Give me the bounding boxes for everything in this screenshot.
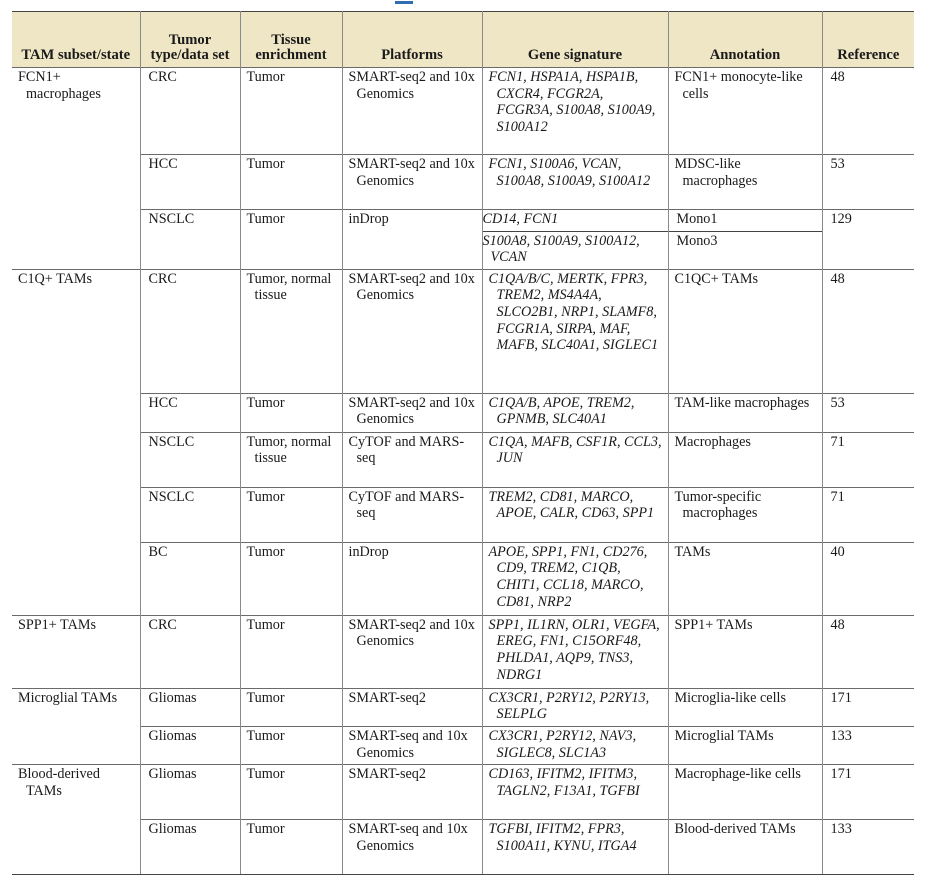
subset-cell [12,487,140,542]
reference-cell: 171 [822,688,914,726]
reference-cell: 53 [822,155,914,210]
subset-cell [12,726,140,764]
reference-cell: 133 [822,726,914,764]
tumor-cell: CRC [140,269,240,393]
tissue-cell: Tumor [240,68,342,155]
table-row [12,688,914,726]
genes-cell: FCN1, S100A6, VCAN, S100A8, S100A9, S100A12 [482,155,668,210]
col-header-tumor: Tumor type/data set [140,12,240,68]
annotation-cell: Microglia-like cells [668,688,822,726]
reference-cell: 48 [822,615,914,688]
platform-cell: CyTOF and MARS-seq [342,487,482,542]
table-row [12,487,914,542]
platform-cell: SMART-seq2 [342,765,482,820]
subset-cell [12,542,140,615]
reference-cell: 40 [822,542,914,615]
table-row [12,155,914,210]
table-header [12,12,914,68]
reference-cell: 71 [822,487,914,542]
tumor-cell: Gliomas [140,726,240,764]
tumor-cell: NSCLC [140,432,240,487]
platform-cell: SMART-seq2 and 10x Genomics [342,269,482,393]
col-header-genes: Gene signature [482,12,668,68]
genes-subcell: CD14, FCN1 [482,211,559,227]
genes-cell: C1QA/B/C, MERTK, FPR3, TREM2, MS4A4A, SLCO2B1, NRP1, SLAMF8, FCGR1A, SIRPA, MAF, MAFB, SLC40A1, SIGLEC1 [482,269,668,393]
genes-cell: CX3CR1, P2RY12, NAV3, SIGLEC8, SLC1A3 [482,726,668,764]
platform-cell: SMART-seq2 and 10x Genomics [342,155,482,210]
platform-cell: SMART-seq2 and 10x Genomics [342,615,482,688]
table-row [12,68,914,155]
tissue-cell: Tumor [240,155,342,210]
platform-cell: inDrop [342,542,482,615]
table-row [12,432,914,487]
tissue-cell: Tumor [240,487,342,542]
annotation-cell: MDSC-like macrophages [668,155,822,210]
annotation-cell: TAM-like macrophages [668,393,822,432]
annotation-cell: Microglial TAMs [668,726,822,764]
genes-cell: TGFBI, IFITM2, FPR3, S100A11, KYNU, ITGA4 [482,820,668,875]
caption-fragment [395,0,455,5]
reference-cell: 48 [822,269,914,393]
genes-cell: TREM2, CD81, MARCO, APOE, CALR, CD63, SPP1 [482,487,668,542]
annotation-cell: Tumor-specific macrophages [668,487,822,542]
tumor-cell: BC [140,542,240,615]
tissue-cell: Tumor [240,210,342,270]
genes-cell: APOE, SPP1, FN1, CD276, CD9, TREM2, C1QB, CHIT1, CCL18, MARCO, CD81, NRP2 [482,542,668,615]
subset-cell [12,210,140,270]
genes-cell: SPP1, IL1RN, OLR1, VEGFA, EREG, FN1, C15ORF48, PHLDA1, AQP9, TNS3, NDRG1 [482,615,668,688]
subset-cell: SPP1+ TAMs [12,615,140,688]
reference-cell: 171 [822,765,914,820]
platform-cell: SMART-seq2 and 10x Genomics [342,393,482,432]
annotation-subcell: Mono1 [676,211,718,227]
tissue-cell: Tumor [240,765,342,820]
table-row [12,542,914,615]
tumor-cell: HCC [140,155,240,210]
tumor-cell: HCC [140,393,240,432]
tissue-cell: Tumor [240,393,342,432]
col-header-tissue: Tissue enrichment [240,12,342,68]
annotation-cell: C1QC+ TAMs [668,269,822,393]
genes-cell: C1QA/B, APOE, TREM2, GPNMB, SLC40A1 [482,393,668,432]
subset-cell [12,432,140,487]
tissue-cell: Tumor [240,615,342,688]
genes-cell: C1QA, MAFB, CSF1R, CCL3, JUN [482,432,668,487]
platform-cell: SMART-seq and 10x Genomics [342,820,482,875]
annotation-subcell: Mono3 [669,231,822,253]
reference-cell: 133 [822,820,914,875]
table-row [12,726,914,764]
platform-cell: SMART-seq2 and 10x Genomics [342,68,482,155]
reference-cell: 129 [822,210,914,270]
tumor-cell: NSCLC [140,210,240,270]
col-header-subset: TAM subset/state [12,12,140,68]
table-row [12,210,914,270]
table-row [12,393,914,432]
table-row [12,269,914,393]
tissue-cell: Tumor [240,542,342,615]
tissue-cell: Tumor [240,726,342,764]
tissue-cell: Tumor [240,688,342,726]
annotation-cell: FCN1+ monocyte-like cells [668,68,822,155]
genes-subcell: S100A8, S100A9, S100A12, VCAN [483,231,668,269]
table-row [12,615,914,688]
annotation-cell: Blood-derived TAMs [668,820,822,875]
col-header-platforms: Platforms [342,12,482,68]
platform-cell: CyTOF and MARS-seq [342,432,482,487]
table-row [12,820,914,875]
reference-cell: 71 [822,432,914,487]
col-header-annotation: Annotation [668,12,822,68]
genes-cell: FCN1, HSPA1A, HSPA1B, CXCR4, FCGR2A, FCGR3A, S100A8, S100A9, S100A12 [482,68,668,155]
tumor-cell: NSCLC [140,487,240,542]
table-row [12,765,914,820]
tumor-cell: Gliomas [140,688,240,726]
col-header-reference: Reference [822,12,914,68]
platform-cell: SMART-seq and 10x Genomics [342,726,482,764]
subset-cell [12,155,140,210]
subset-cell: C1Q+ TAMs [12,269,140,393]
reference-cell: 53 [822,393,914,432]
reference-cell: 48 [822,68,914,155]
subset-cell: Blood-derived TAMs [12,765,140,820]
tumor-cell: CRC [140,68,240,155]
tumor-cell: CRC [140,615,240,688]
platform-cell: SMART-seq2 [342,688,482,726]
annotation-cell: Macrophage-like cells [668,765,822,820]
tissue-cell: Tumor, normal tissue [240,432,342,487]
annotation-cell: Macrophages [668,432,822,487]
tissue-cell: Tumor, normal tissue [240,269,342,393]
table-body [12,68,914,875]
subset-cell [12,820,140,875]
subset-cell [12,393,140,432]
genes-cell: CX3CR1, P2RY12, P2RY13, SELPLG [482,688,668,726]
tumor-cell: Gliomas [140,765,240,820]
tumor-cell: Gliomas [140,820,240,875]
genes-cell [482,210,668,270]
platform-cell: inDrop [342,210,482,270]
annotation-cell: SPP1+ TAMs [668,615,822,688]
tissue-cell: Tumor [240,820,342,875]
subset-cell: Microglial TAMs [12,688,140,726]
genes-cell: CD163, IFITM2, IFITM3, TAGLN2, F13A1, TGFBI [482,765,668,820]
annotation-cell [668,210,822,270]
annotation-cell: TAMs [668,542,822,615]
tam-table [12,11,914,875]
subset-cell: FCN1+ macrophages [12,68,140,155]
